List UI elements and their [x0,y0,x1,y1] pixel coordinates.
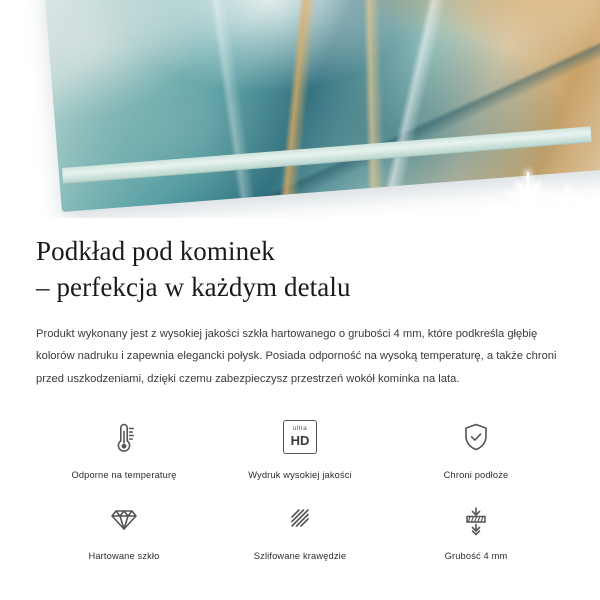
feature-label: Wydruk wysokiej jakości [248,469,352,480]
glass-board-image [43,0,600,212]
feature-label: Odporne na temperaturę [71,469,177,480]
feature-item [212,494,388,561]
body-text: Produkt wykonany jest z wysokiej jakości szkła hartowanego o grubości 4 mm, które podkreśla głębię kolorów nadruku i zapewnia elegancki połysk. Posiada odporność na wysoką temperaturę, a także chroni przed uszkodzeniami, dzięki czemu zabezpieczysz przestrzeń wokół kominka na lata. [36,327,557,386]
sparkle-icon [506,172,550,216]
thickness-icon [456,494,496,542]
feature-grid [36,413,564,561]
feature-item [388,413,564,480]
content-section [0,234,600,561]
ultra-hd-badge-bottom: HD [290,432,310,448]
polished-edge-icon [280,494,320,542]
feature-label: Szlifowane krawędzie [253,550,347,561]
ultra-hd-icon [283,413,317,461]
headline-line-1: Podkład pod kominek [36,236,275,266]
feature-item [36,413,212,480]
thermometer-icon [104,413,144,461]
headline-line-2: – perfekcja w każdym detalu [36,271,351,302]
feature-label: Chroni podłoże [443,469,509,480]
feature-label: Grubość 4 mm [444,550,508,561]
diamond-icon [104,494,144,542]
feature-item [36,494,212,561]
feature-item [212,413,388,480]
sparkle-icon [556,186,578,208]
gloss-overlay [43,0,600,212]
feature-item [388,494,564,561]
feature-label: Hartowane szkło [88,550,160,561]
shield-check-icon [456,413,496,461]
hero-product-image [0,0,600,218]
page-title [36,234,564,306]
ultra-hd-badge-top: ultra [292,425,308,433]
